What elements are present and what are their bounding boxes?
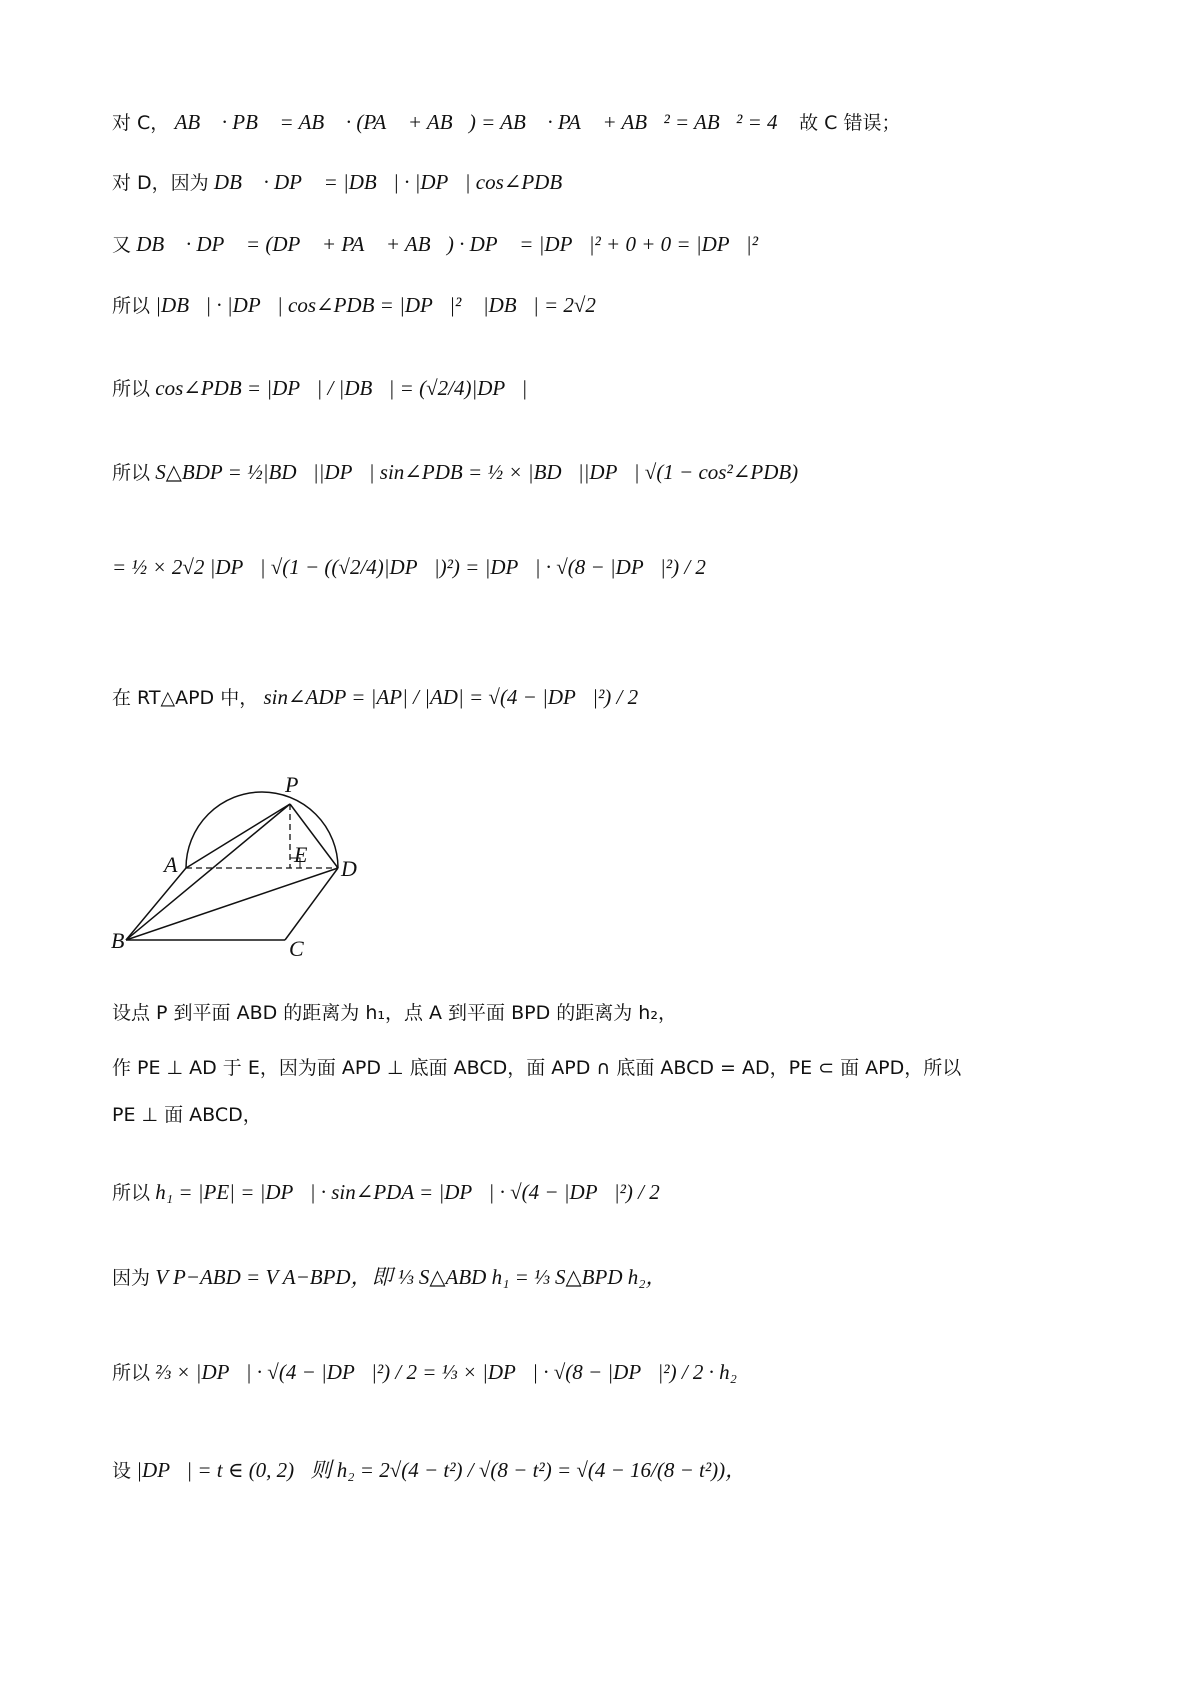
line-1 <box>112 110 900 135</box>
line-prefix: 所以 <box>112 295 151 317</box>
line-prefix: PE ⊥ 面 ABCD， <box>112 1104 262 1126</box>
line-prefix: 所以 <box>112 462 151 484</box>
line-9 <box>112 1000 677 1025</box>
label-b: B <box>111 928 125 953</box>
line-6 <box>112 460 798 485</box>
line-math: ⅔ × |DP⃗| · √(4 − |DP⃗|²) / 2 = ⅓ × |DP⃗| · √(8 − |DP⃗|²) / 2 · h₂， <box>155 1360 754 1384</box>
line-math: |DP⃗| = t ∈ (0, 2)，则 h₂ = 2√(4 − t²) / √(8 − t²) = √(4 − 16/(8 − t²))， <box>136 1458 747 1482</box>
label-a: A <box>164 852 178 877</box>
line-11 <box>112 1102 262 1127</box>
line-math: DB⃗ · DP⃗ = (DP⃗ + PA⃗ + AB⃗) · DP⃗ = |DP⃗|² + 0 + 0 = |DP⃗|²， <box>136 232 775 256</box>
label-e: E <box>294 842 308 867</box>
line-15 <box>112 1458 746 1483</box>
line-math: S△BDP = ½|BD⃗||DP⃗| sin∠PDB = ½ × |BD⃗||DP⃗| √(1 − cos²∠PDB) <box>155 460 799 484</box>
edge-pb <box>126 804 290 940</box>
edge-pa <box>186 804 290 868</box>
line-suffix: 故 C 错误； <box>799 112 901 134</box>
line-math: DB⃗ · DP⃗ = |DB⃗| · |DP⃗| cos∠PDB， <box>213 170 579 194</box>
line-math: = ½ × 2√2 |DP⃗| √(1 − ((√2/4)|DP⃗|)²) = |DP⃗| · √(8 − |DP⃗|²) / 2， <box>112 555 723 579</box>
line-prefix: 对 D，因为 <box>112 172 209 194</box>
line-prefix: 因为 <box>112 1267 151 1289</box>
semicircle-apd <box>186 792 338 868</box>
line-prefix: 所以 <box>112 1362 151 1384</box>
line-prefix: 又 <box>112 234 132 256</box>
line-7 <box>112 555 722 580</box>
line-math: V P−ABD = V A−BPD，即 ⅓ S△ABD h₁ = ⅓ S△BPD h₂， <box>155 1265 667 1289</box>
line-math: sin∠ADP = |AP| / |AD| = √(4 − |DP⃗|²) / 2， <box>263 685 655 709</box>
line-math: h₁ = |PE| = |DP⃗| · sin∠PDA = |DP⃗| · √(4 − |DP⃗|²) / 2， <box>155 1180 677 1204</box>
line-10 <box>112 1055 961 1080</box>
line-prefix: 在 RT△APD 中， <box>112 687 259 709</box>
line-3 <box>112 232 774 257</box>
line-8 <box>112 685 654 710</box>
line-5 <box>112 376 544 401</box>
line-2 <box>112 170 579 195</box>
line-prefix: 对 C， <box>112 112 170 134</box>
line-math: |DB⃗| · |DP⃗| cos∠PDB = |DP⃗|²， |DB⃗| = 2√2 ， <box>155 293 618 317</box>
line-math: AB⃗ · PB⃗ = AB⃗ · (PA⃗ + AB⃗) = AB⃗ · PA⃗ + AB⃗² = AB⃗² = 4， <box>174 110 794 134</box>
line-12 <box>112 1180 676 1205</box>
label-c: C <box>289 936 304 961</box>
label-p: P <box>285 772 299 797</box>
label-d: D <box>341 856 357 881</box>
edge-cd <box>285 868 338 940</box>
edge-bd <box>126 868 338 940</box>
line-prefix: 设点 P 到平面 ABD 的距离为 h₁，点 A 到平面 BPD 的距离为 h₂， <box>112 1002 677 1024</box>
line-13 <box>112 1265 667 1290</box>
geometry-figure <box>105 770 405 970</box>
line-14 <box>112 1360 753 1385</box>
line-4 <box>112 293 618 318</box>
line-prefix: 所以 <box>112 1182 151 1204</box>
line-prefix: 设 <box>112 1460 132 1482</box>
line-prefix: 作 PE ⊥ AD 于 E，因为面 APD ⊥ 底面 ABCD，面 APD ∩ 底面 ABCD = AD，PE ⊂ 面 APD，所以 <box>112 1057 962 1079</box>
line-math: cos∠PDB = |DP⃗| / |DB⃗| = (√2/4)|DP⃗|， <box>155 376 544 400</box>
line-prefix: 所以 <box>112 378 151 400</box>
